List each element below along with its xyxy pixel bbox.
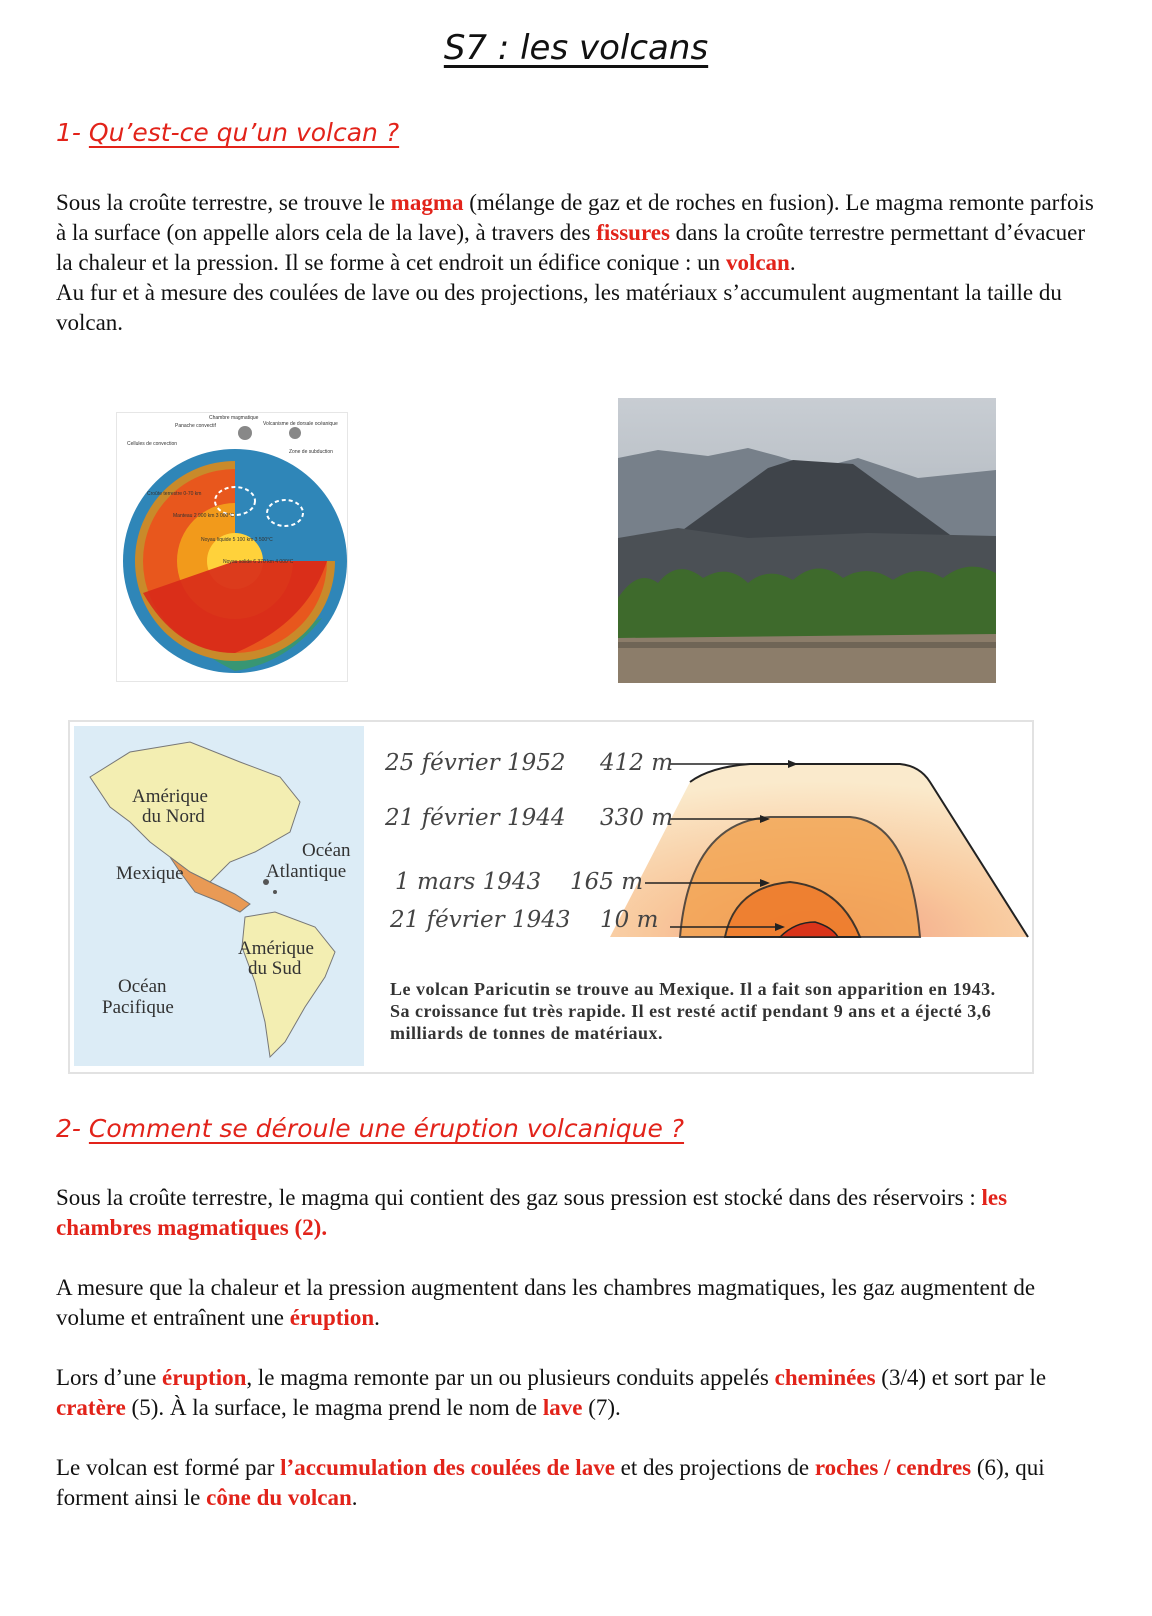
- earth-label-panache: Panache convectif: [175, 423, 216, 429]
- section-2-text: [56, 1183, 1096, 1513]
- map-label-amerique-nord-2: du Nord: [142, 806, 205, 827]
- stage-height-1943-fev: 10 m: [600, 907, 659, 933]
- stage-height-1943-mars: 165 m: [570, 869, 644, 895]
- map-label-pacifique-1: Océan: [118, 976, 167, 997]
- earth-label-subduction: Zone de subduction: [289, 449, 333, 455]
- earth-label-dorsale: Volcanisme de dorsale océanique: [263, 421, 338, 427]
- section-2-paragraph-3: Lors d’une éruption, le magma remonte par un ou plusieurs conduits appelés cheminées (3/4) et sort par le cratère (5). À la surface, le magma prend le nom de lave (7).: [56, 1365, 1047, 1420]
- map-label-amerique-nord-1: Amérique: [132, 786, 208, 807]
- section-1-heading: 1- Qu’est-ce qu’un volcan ?: [56, 118, 400, 147]
- earth-label-chambre: Chambre magmatique: [209, 415, 259, 421]
- earth-label-convection: Cellules de convection: [127, 441, 178, 447]
- paricutin-caption: Le volcan Paricutin se trouve au Mexique. Il a fait son apparition en 1943. Sa croissance fut très rapide. Il est resté actif pendant 9 ans et a éjecté 3,6 milliards de tonnes de matériaux.: [390, 979, 996, 1043]
- map-label-amerique-sud-1: Amérique: [238, 938, 314, 959]
- map-label-mexique: Mexique: [116, 863, 184, 884]
- earth-label-noyau-solide: Noyau solide 6 370 km 4 000°C: [223, 559, 294, 565]
- map-label-atlantique-2: Atlantique: [266, 861, 347, 882]
- stage-date-1952: 25 février 1952: [385, 750, 566, 776]
- page-title: S7 : les volcans: [443, 28, 709, 68]
- section-1-text: [56, 188, 1096, 338]
- map-label-pacifique-2: Pacifique: [102, 997, 174, 1018]
- earth-label-croute: Croûte terrestre 0-70 km: [147, 491, 202, 497]
- stage-height-1944: 330 m: [600, 805, 674, 831]
- map-label-atlantique-1: Océan: [302, 840, 351, 861]
- earth-label-noyau-liquide: Noyau liquide 5 100 km 3 500°C: [201, 537, 273, 543]
- earth-label-manteau: Manteau 2 900 km 3 000°C: [173, 513, 234, 519]
- stage-date-1943-fev: 21 février 1943: [390, 907, 571, 933]
- section-2-paragraph-1: Sous la croûte terrestre, le magma qui contient des gaz sous pression est stocké dans des réservoirs : les chambres magmatiques (2).: [56, 1185, 1008, 1240]
- earth-cutaway-diagram: [116, 412, 348, 682]
- map-label-amerique-sud-2: du Sud: [248, 958, 302, 979]
- stage-date-1944: 21 février 1944: [385, 805, 566, 831]
- section-2-heading: 2- Comment se déroule une éruption volcanique ?: [56, 1114, 685, 1143]
- section-2-paragraph-4: Le volcan est formé par l’accumulation des coulées de lave et des projections de roches / cendres (6), qui forment ainsi le cône du volcan.: [56, 1455, 1045, 1510]
- section-1-paragraph-2: Au fur et à mesure des coulées de lave ou des projections, les matériaux s’accumulent augmentant la taille du volcan.: [56, 280, 1062, 335]
- paricutin-figure: [68, 720, 1034, 1074]
- stage-height-1952: 412 m: [600, 750, 674, 776]
- section-1-paragraph-1: Sous la croûte terrestre, se trouve le magma (mélange de gaz et de roches en fusion). Le magma remonte parfois à la surface (on appelle alors cela de la lave), à travers des fissures dans la croûte terrestre permettant d’évacuer la chaleur et la pression. Il se forme à cet endroit un édifice conique : un volcan.: [56, 190, 1094, 275]
- volcano-photo: [618, 398, 996, 683]
- section-2-paragraph-2: A mesure que la chaleur et la pression augmentent dans les chambres magmatiques, les gaz augmentent de volume et entraînent une éruption.: [56, 1275, 1036, 1330]
- stage-date-1943-mars: 1 mars 1943: [395, 869, 542, 895]
